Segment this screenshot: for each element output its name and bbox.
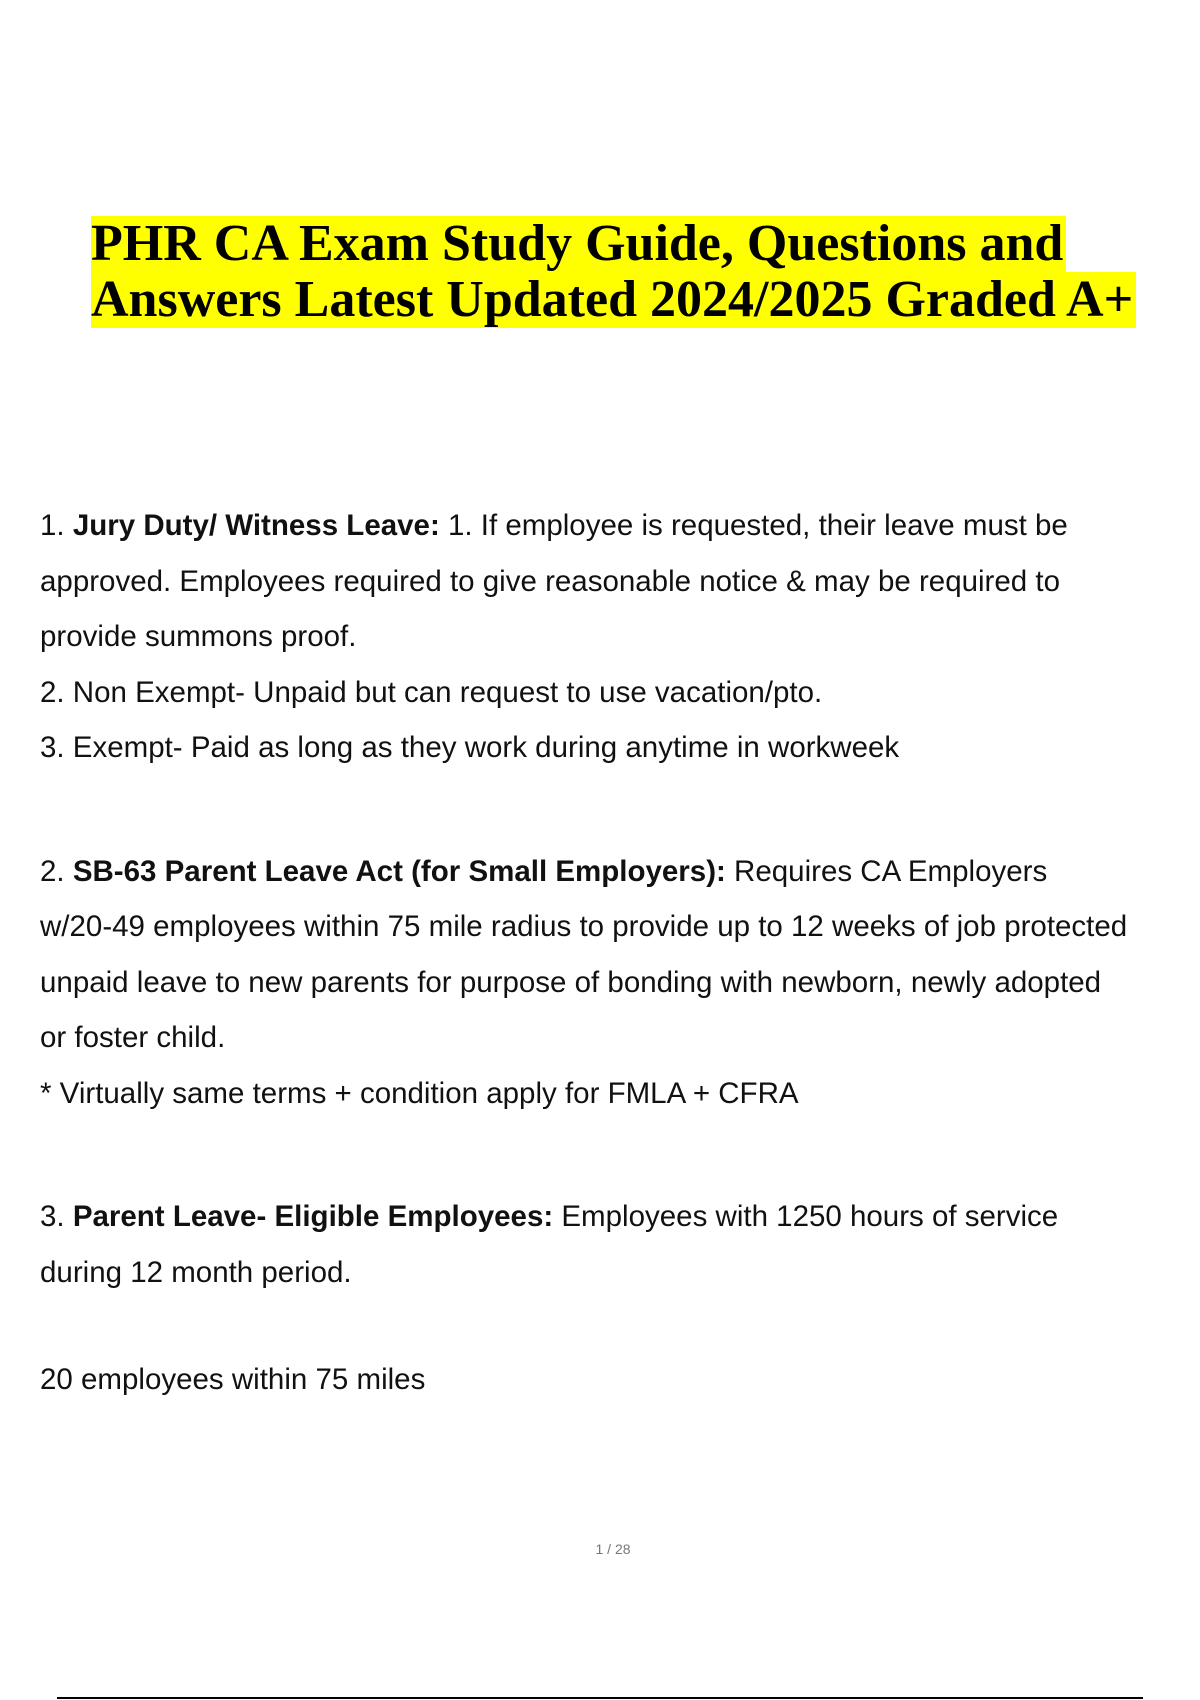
entry-first-line bbox=[40, 844, 1200, 900]
entry-text-line: 20 employees within 75 miles bbox=[40, 1363, 426, 1396]
title-line-2: Answers Latest Updated 2024/2025 Graded A+ bbox=[91, 272, 1136, 328]
entry-number: 2. bbox=[40, 854, 73, 888]
entry-text-line: or foster child. bbox=[40, 1021, 226, 1054]
page-divider bbox=[57, 1697, 1143, 1699]
entry-text-line: provide summons proof. bbox=[40, 620, 357, 653]
entry-text: Requires CA Employers bbox=[725, 854, 1048, 888]
entry-text-line: * Virtually same terms + condition apply for FMLA + CFRA bbox=[40, 1076, 799, 1110]
page-number: 1 / 28 bbox=[595, 1541, 631, 1557]
entry-text-line: approved. Employees required to give reasonable notice & may be required to bbox=[40, 564, 1060, 598]
entry-term: SB-63 Parent Leave Act (for Small Employers): bbox=[72, 854, 726, 888]
entry-text-line: 3. Exempt- Paid as long as they work during anytime in workweek bbox=[40, 731, 900, 764]
title-line-1: PHR CA Exam Study Guide, Questions and bbox=[91, 216, 1066, 272]
document-title bbox=[91, 216, 1151, 328]
entry-term: Parent Leave- Eligible Employees: bbox=[72, 1200, 554, 1233]
entry-text: Employees with 1250 hours of service bbox=[553, 1200, 1059, 1233]
entry-first-line bbox=[40, 498, 1200, 554]
entry-spacer bbox=[40, 1121, 1200, 1189]
entry-jury-duty bbox=[40, 498, 1200, 776]
entry-term: Jury Duty/ Witness Leave: bbox=[72, 509, 440, 542]
entry-number: 1. bbox=[40, 509, 73, 542]
study-guide-body bbox=[40, 498, 1200, 1408]
entry-spacer bbox=[40, 776, 1200, 844]
entry-text-line: 2. Non Exempt- Unpaid but can request to use vacation/pto. bbox=[40, 675, 823, 709]
entry-parent-leave-eligibility bbox=[40, 1189, 1200, 1408]
entry-number: 3. bbox=[40, 1200, 73, 1233]
entry-text-line: unpaid leave to new parents for purpose of bonding with newborn, newly adopted bbox=[40, 965, 1102, 999]
entry-first-line bbox=[40, 1189, 1200, 1245]
entry-spacer bbox=[40, 1300, 1200, 1352]
entry-text-line: during 12 month period. bbox=[40, 1255, 352, 1289]
entry-sb63 bbox=[40, 844, 1200, 1122]
entry-text-line: w/20-49 employees within 75 mile radius to provide up to 12 weeks of job protected bbox=[40, 910, 1128, 943]
entry-text: 1. If employee is requested, their leave must be bbox=[439, 509, 1068, 542]
